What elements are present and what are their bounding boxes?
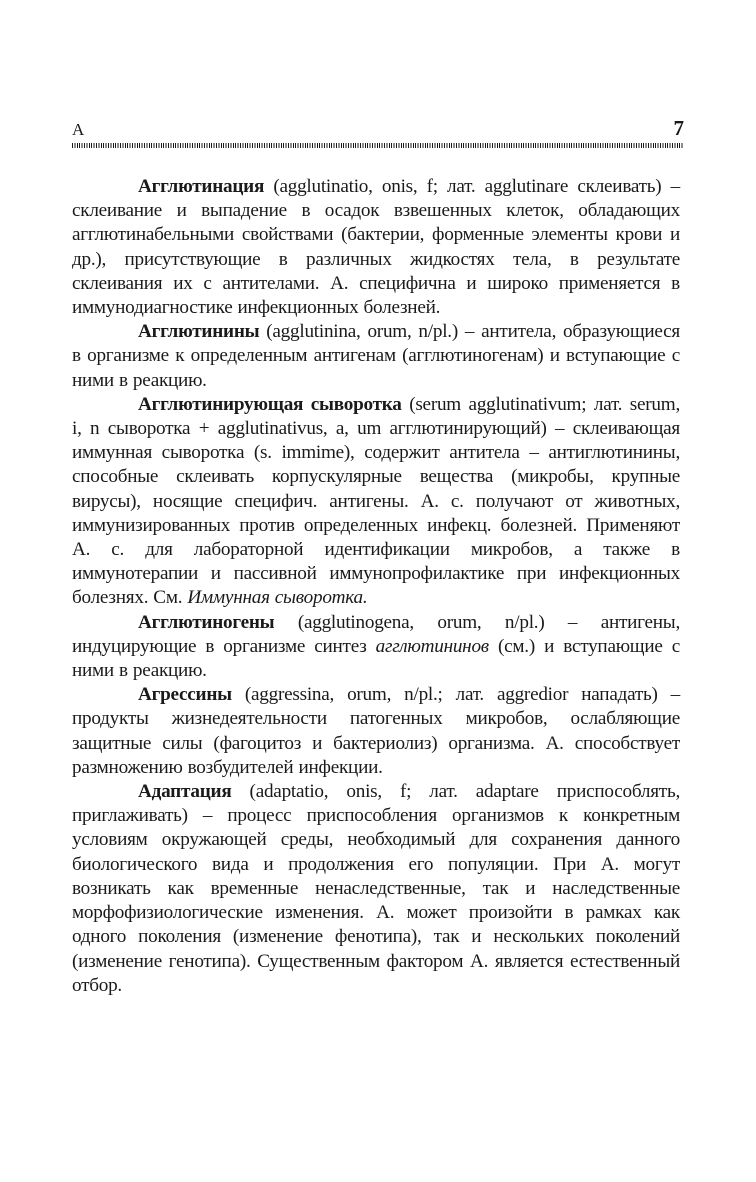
entry-term: Агглютинация <box>138 176 265 197</box>
entry-body: (serum agglutinativum; лат. serum, i, n сыворотка + agglutinativus, a, um агглютинирующий) – склеивающая иммунная сыворотка (s. immime), содержит антитела – антиглютинины, способные склеивать корпускулярные вещества (микробы, крупные вирусы), носящие специфич. антигены. А. с. получают от животных, иммунизированных против определенных инфекц. болезней. Применяют А. с. для лабораторной идентификации микробов, а также в иммунотерапии и пассивной иммунопрофилактике при инфекционных болезнях. См. <box>72 393 680 609</box>
entry-agglutinating-serum <box>72 393 680 611</box>
dictionary-entries <box>72 175 680 998</box>
entry-term: Агглютиногены <box>138 611 275 633</box>
cross-reference: Иммунная сыворотка. <box>187 587 368 609</box>
entry-tail: (см.) и вступающие с ними в реакцию. <box>72 635 680 682</box>
header-divider <box>72 143 684 148</box>
entry-aggressins <box>72 683 680 780</box>
cross-reference: агглютининов <box>375 635 489 657</box>
entry-term: Агрессины <box>138 684 232 706</box>
page-number: 7 <box>673 116 684 140</box>
entry-agglutinogens <box>72 611 680 684</box>
entry-adaptation <box>72 780 680 998</box>
entry-agglutination <box>72 175 680 320</box>
entry-agglutinins <box>72 320 680 393</box>
running-header <box>72 116 684 144</box>
entry-body: (agglutinatio, onis, f; лат. agglutinare склеивать) – склеивание и выпадение в осадок взвешенных клеток, обладающих агглютинабельными свойствами (бактерии, форменные элементы крови и др.), присутствующие в различных жидкостях тела, в результате склеивания их с антителами. А. специфична и широко применяется в иммунодиагностике инфекционных болезней. <box>72 176 680 319</box>
section-letter: А <box>72 120 85 139</box>
entry-term: Агглютинирующая сыворотка <box>138 393 402 415</box>
entry-body: (agglutinina, orum, n/pl.) – антитела, образующиеся в организме к определенным антигенам (агглютиногенам) и вступающие с ними в реакцию. <box>72 321 680 391</box>
entry-body: (aggressina, orum, n/pl.; лат. aggredior нападать) – продукты жизнедеятельности патогенных микробов, ослабляющие защитные силы (фагоцитоз и бактериолиз) организма. А. способствует размножению возбудителей инфекции. <box>72 684 680 778</box>
entry-term: Агглютинины <box>138 321 260 343</box>
entry-body: (adaptatio, onis, f; лат. adaptare приспособлять, приглаживать) – процесс приспособления организмов к конкретным условиям окружающей среды, необходимый для сохранения данного биологического вида и продолжения его популяции. При А. могут возникать как временные ненаследственные, так и наследственные морфофизиологические изменения. А. может произойти в рамках как одного поколения (изменение фенотипа), так и нескольких поколений (изменение генотипа). Существенным фактором А. является естественный отбор. <box>72 781 680 996</box>
entry-term: Адаптация <box>138 781 232 803</box>
entry-body: (agglutinogena, orum, n/pl.) – антигены, индуцирующие в организме синтез <box>72 611 680 657</box>
